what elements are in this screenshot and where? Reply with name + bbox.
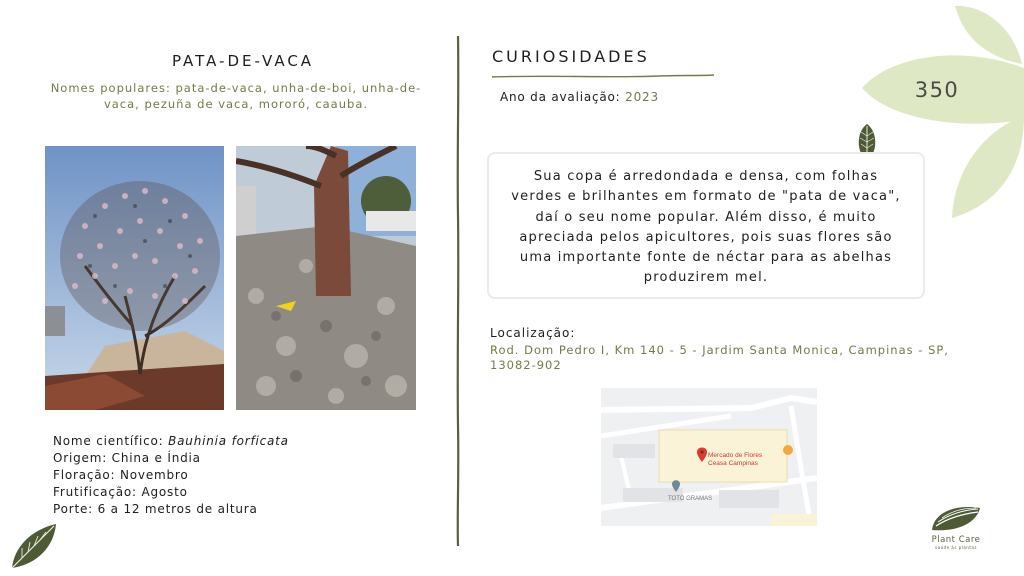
- species-title: PATA-DE-VACA: [171, 52, 315, 70]
- scientific-name-row: Nome científico: Bauhinia forficata: [53, 434, 289, 448]
- species-facts: [53, 433, 289, 518]
- tree-trunk-photo: [236, 146, 416, 410]
- location-label: Localização:: [490, 326, 576, 340]
- origin-row: Origem: China e Índia: [53, 451, 201, 465]
- popular-names: Nomes populares: pata-de-vaca, unha-de-boi, unha-de-vaca, pezuña de vaca, mororó, caauba.: [50, 81, 422, 111]
- fruiting-row: Frutificação: Agosto: [53, 485, 188, 499]
- map-place-name-line2: Ceasa Campinas: [708, 460, 758, 467]
- leaf-decoration-icon: [8, 522, 60, 570]
- size-row: Porte: 6 a 12 metros de altura: [53, 502, 258, 516]
- map-nearby-label: TOTO GRAMAS: [668, 496, 713, 502]
- tree-photo-flowering: [45, 146, 224, 410]
- logo-tagline: saúde às plantas: [935, 545, 977, 550]
- location-address: Rod. Dom Pedro I, Km 140 - 5 - Jardim Santa Monica, Campinas - SP, 13082-902: [490, 343, 949, 372]
- tree-number-badge: 350: [914, 78, 960, 102]
- evaluation-year-value: 2023: [625, 90, 659, 104]
- column-divider: [455, 36, 461, 546]
- title-underline: [490, 66, 716, 76]
- flowering-row: Floração: Novembro: [53, 468, 189, 482]
- location-map[interactable]: [601, 388, 817, 526]
- scientific-name: Bauhinia forficata: [168, 434, 289, 448]
- evaluation-year: Ano da avaliação: 2023: [500, 90, 659, 104]
- map-place-name-line1: Mercado de Flores: [708, 452, 763, 459]
- description-text: Sua copa é arredondada e densa, com folhas verdes e brilhantes em formato de "pata de vaca", daí o seu nome popular. Além disso, é muito apreciada pelos apicultores, pois suas flores são uma importante fonte de néctar para as abelhas produzirem mel.: [511, 169, 901, 286]
- curiosities-title: CURIOSIDADES: [492, 47, 650, 66]
- logo-name: Plant Care: [931, 535, 981, 545]
